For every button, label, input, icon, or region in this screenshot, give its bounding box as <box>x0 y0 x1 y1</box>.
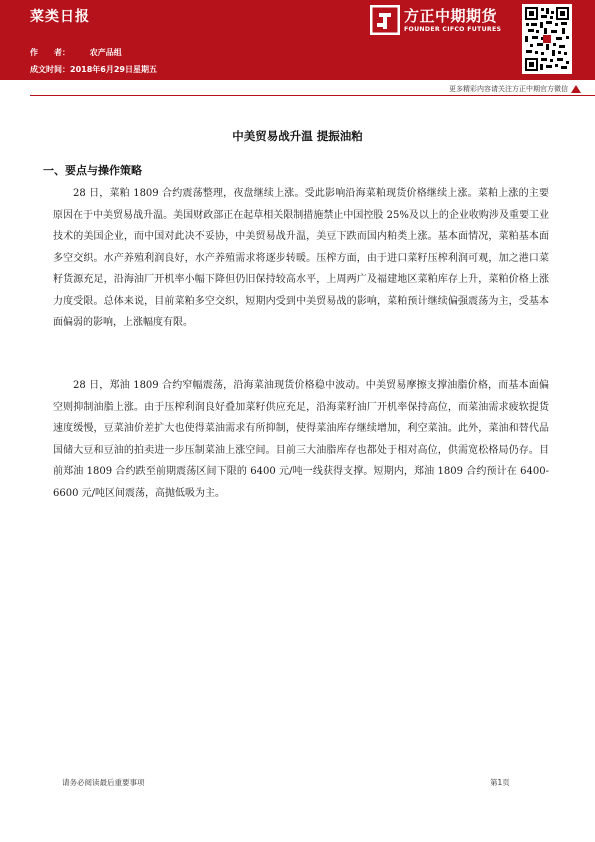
company-logo <box>370 2 518 42</box>
qr-code-icon <box>524 6 570 72</box>
author-row <box>30 47 122 58</box>
footer-disclaimer: 请务必阅读最后重要事项 <box>62 778 145 787</box>
report-title: 中美贸易战升温 提振油粕 <box>232 129 363 143</box>
section-heading: 一、要点与操作策略 <box>43 164 142 177</box>
logo-mark-icon <box>370 5 400 35</box>
paragraph-rapeseed-oil: 28 日，郑油 1809 合约窄幅震荡，沿海菜油现货价格稳中波动。中美贸易摩擦支撑油脂价格，而基本面偏空则抑制油脂上涨。由于压榨利润良好叠加菜籽供应充足，沿海菜籽油厂开机率保持高位，而菜油需求疲软提货速度缓慢，豆菜油价差扩大也使得菜油需求有所抑制，使得菜油库存继续增加，利空菜油。此外，菜油和替代品国储大豆和豆油的拍卖进一步压制菜油上涨空间。目前三大油脂库存也都处于相对高位，供需宽松格局仍存。目前郑油 1809 合约跌至前期震荡区间下限的 6400 元/吨一线获得支撑。短期内，郑油 1809 合约预计在 6400-6600 元/吨区间震荡，高抛低吸为主。 <box>53 380 549 499</box>
header-band <box>0 0 595 80</box>
report-type: 菜类日报 <box>30 9 90 25</box>
up-arrow-icon <box>571 85 581 93</box>
author-label: 作 者： <box>30 48 70 57</box>
paragraph-rapeseed-meal: 28 日，菜粕 1809 合约震荡整理，夜盘继续上涨。受此影响沿海菜粕现货价格继续上涨。菜粕上涨的主要原因在于中美贸易战升温。美国财政部正在起草相关限制措施禁止中国控股 25%及以上的企业收购涉及重要工业技术的美国企业，而中国对此决不妥协，中美贸易战升温，美豆下跌而国内粕类上涨。基本面情况，菜粕基本面多空交织。水产养殖利润良好，水产养殖需求将逐步转暖。压榨方面，由于进口菜籽压榨利润可观，加之港口菜籽货源充足，沿海油厂开机率小幅下降但仍旧保持较高水平，上周两广及福建地区菜粕库存上升，菜粕价格上涨力度受限。总体来说，目前菜粕多空交织，短期内受到中美贸易战的影响，菜粕预计继续偏强震荡为主，受基本面偏弱的影响，上涨幅度有限。 <box>53 188 549 328</box>
logo-cn-text: 方正中期期货 <box>404 7 498 25</box>
follow-wechat-note <box>449 84 581 94</box>
follow-note-text: 更多精彩内容请关注方正中期官方微信 <box>449 85 568 93</box>
author-value: 农产品组 <box>89 48 122 57</box>
page-number: 第1页 <box>490 778 510 787</box>
report-date: 成文时间：2018年6月29日星期五 <box>30 65 157 74</box>
logo-en-text: FOUNDER CIFCO FUTURES <box>404 26 502 33</box>
header-divider <box>30 95 595 96</box>
wechat-qr-code <box>522 4 572 74</box>
